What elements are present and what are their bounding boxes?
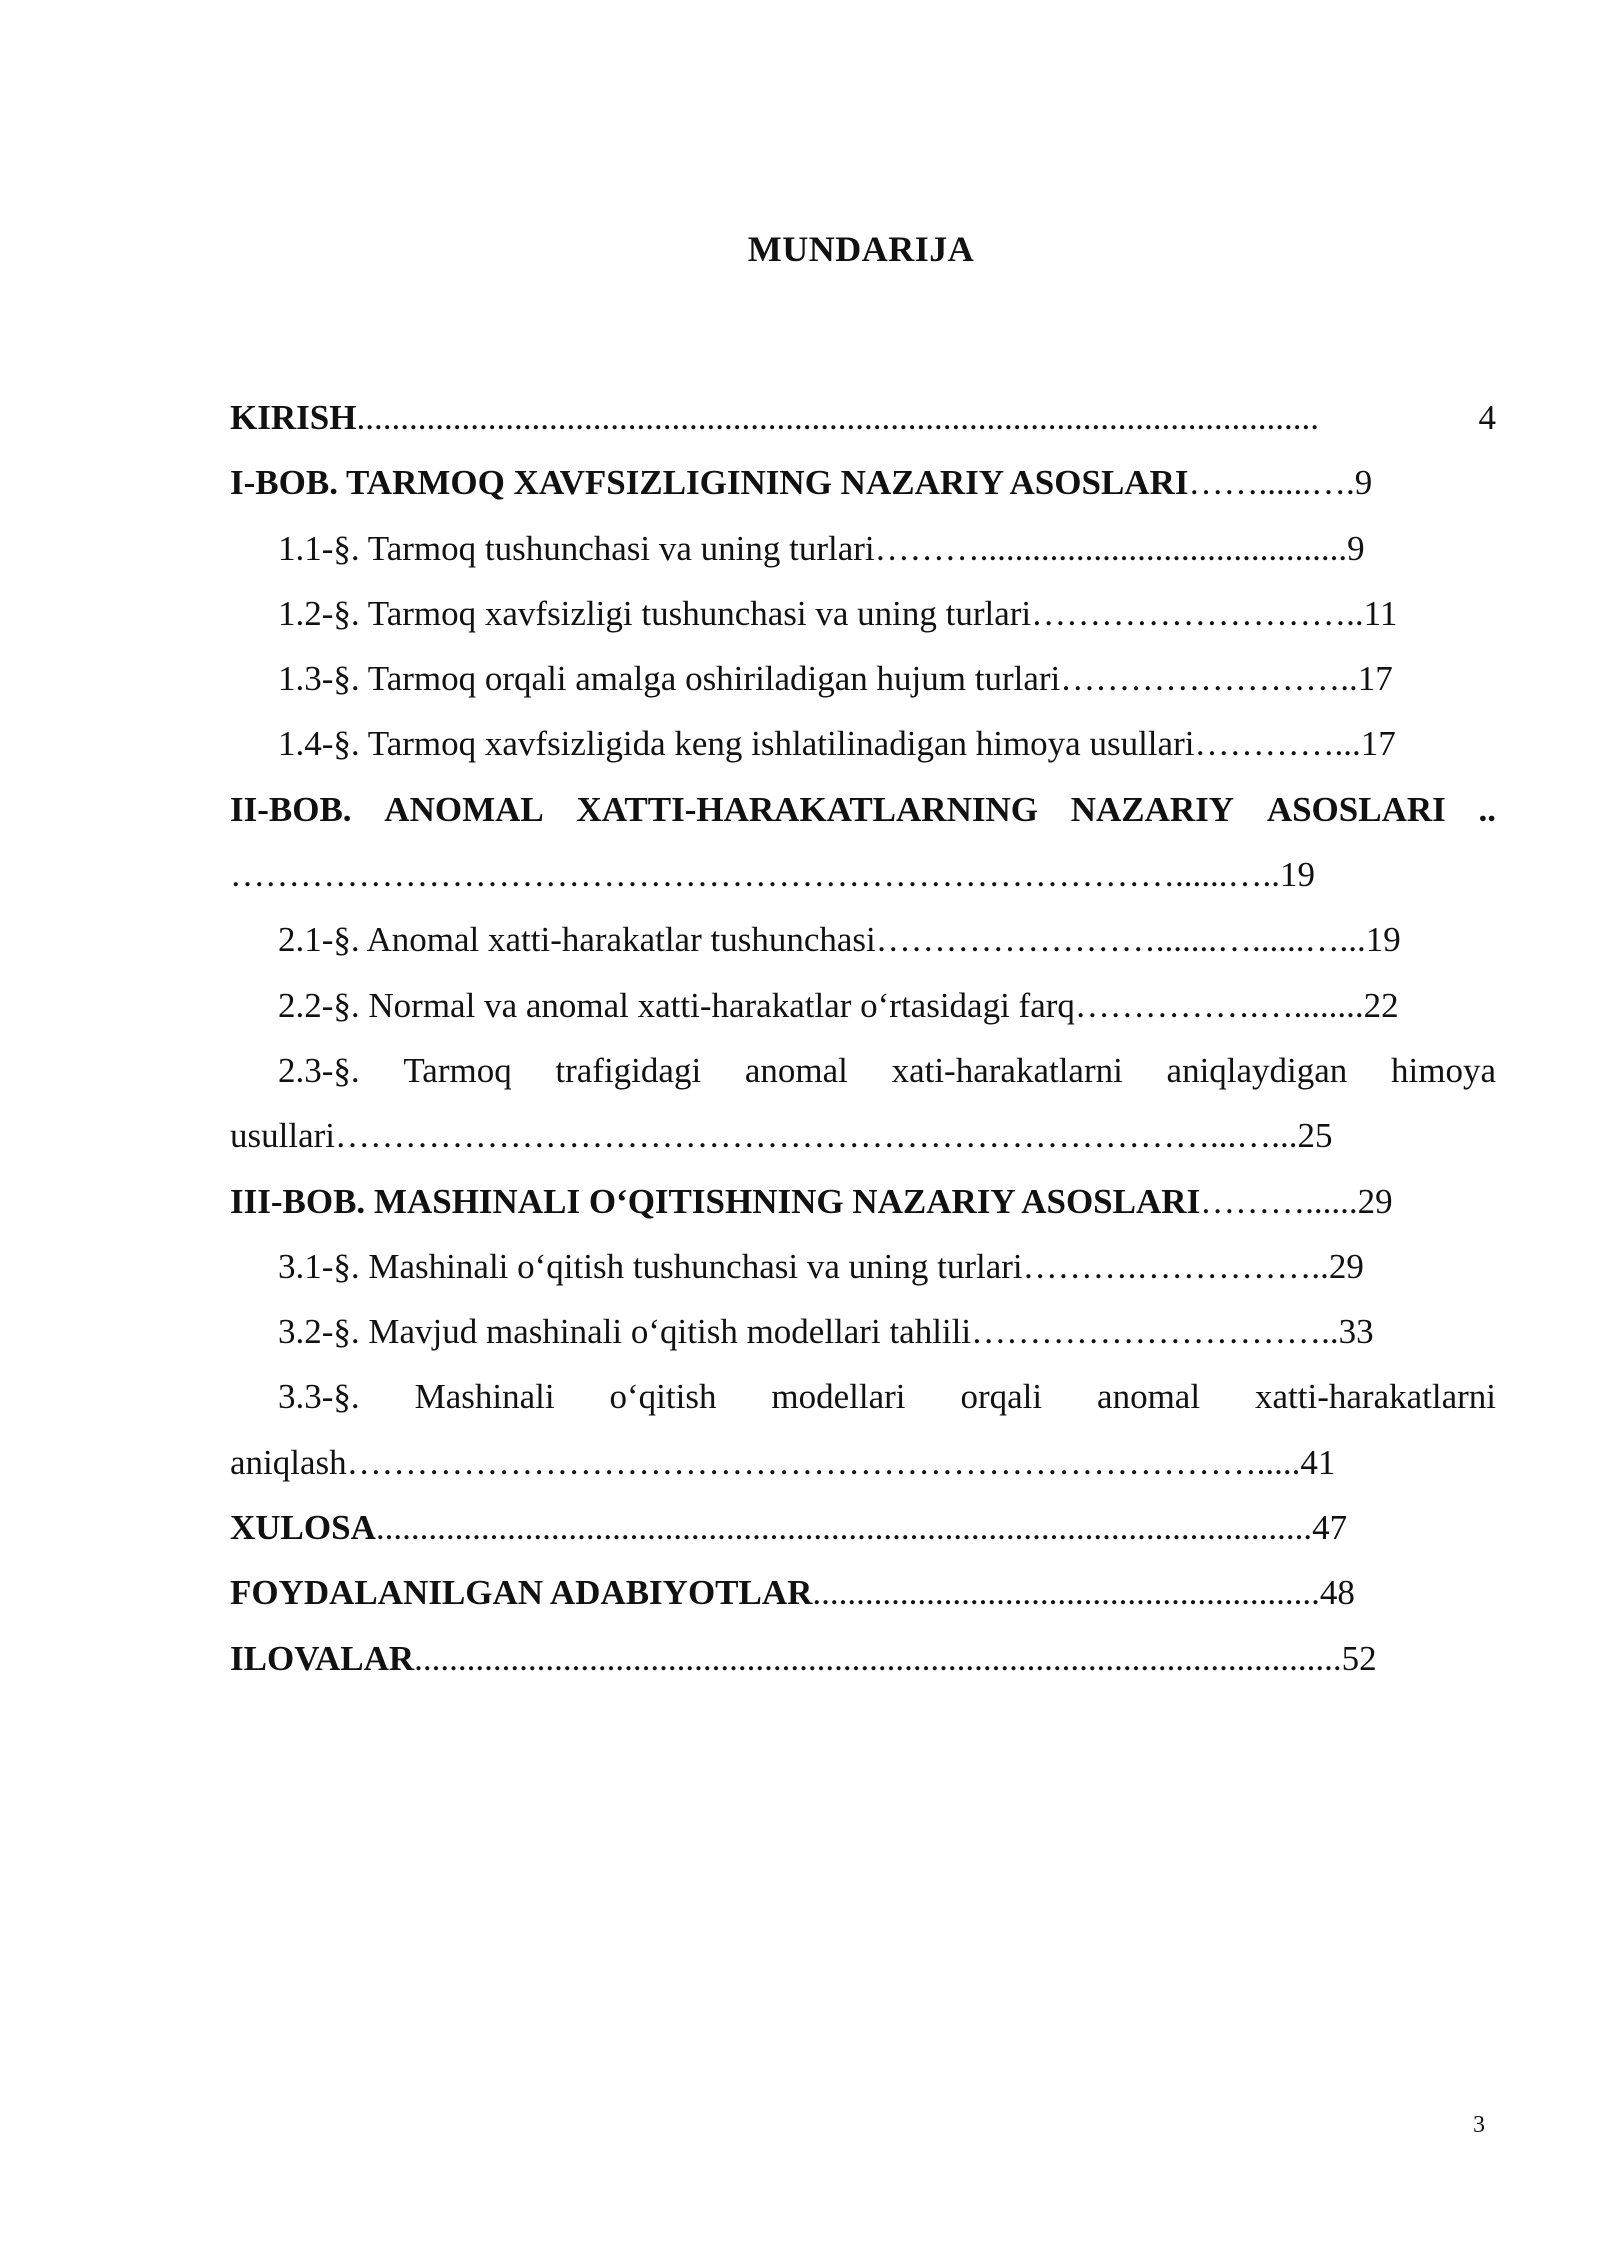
toc-entry-section-3-2: [230, 1299, 1496, 1364]
page-title: MUNDARIJA: [747, 229, 975, 269]
toc-entry-title: usullari: [230, 1116, 335, 1156]
toc-entry-references: [230, 1560, 1496, 1625]
toc-word: himoya: [1391, 1050, 1496, 1090]
toc-word: o‘qitish: [609, 1377, 717, 1417]
toc-entry-title: 1.1-§. Tarmoq tushunchasi va uning turlari: [278, 528, 875, 568]
toc-entry-title: 2.1-§. Anomal xatti-harakatlar tushunchasi: [278, 920, 876, 960]
toc-entry-title: XULOSA: [230, 1508, 376, 1548]
toc-leader-dots: ……….……………..: [1022, 1246, 1329, 1286]
toc-leader-dots: ……......….: [1188, 463, 1355, 503]
toc-leader-dots: …………………………..: [971, 1312, 1339, 1352]
toc-entry-xulosa: [230, 1495, 1496, 1560]
toc-word: ..: [1478, 789, 1496, 829]
toc-entry-chapter-2-continuation: [230, 842, 1496, 907]
toc-leader-dots: ..............................................................................................................: [356, 398, 1319, 437]
toc-entry-section-3-3-continuation: [230, 1430, 1496, 1495]
toc-word: orqali: [960, 1377, 1043, 1417]
toc-word: xatti-harakatlarni: [1255, 1377, 1496, 1417]
toc-entry-title: 2.2-§. Normal va anomal xatti-harakatlar o‘rtasidagi farq: [278, 985, 1075, 1025]
toc-entry-section-3-3: [230, 1364, 1496, 1429]
toc-page-number: 52: [1341, 1638, 1377, 1678]
toc-leader-dots: ………………………………………………………………………......…..: [230, 855, 1280, 895]
toc-leader-dots: …………...: [1194, 724, 1361, 764]
toc-page-number: 48: [1319, 1573, 1355, 1613]
toc-leader-dots: …………………………………………………………………...…...: [334, 1116, 1298, 1156]
toc-entry-title: I-BOB. TARMOQ XAVFSIZLIGINING NAZARIY ASOSLARI: [230, 463, 1189, 503]
page-number: 3: [1473, 2112, 1485, 2138]
toc-leader-dots: …………………….......…......…...: [875, 920, 1366, 960]
toc-leader-dots: ………......: [1200, 1181, 1358, 1221]
toc-leader-dots: …………….…........: [1074, 985, 1364, 1025]
toc-word: ANOMAL: [384, 789, 544, 829]
toc-entry-title: 1.3-§. Tarmoq orqali amalga oshiriladigan hujum turlari: [278, 659, 1061, 699]
toc-page-number: 19: [1280, 855, 1315, 895]
toc-entry-chapter-2: [230, 777, 1496, 842]
toc-word: 3.3-§.: [278, 1377, 360, 1417]
toc-page-number: 17: [1360, 724, 1396, 764]
toc-leader-dots: ..........................................................: [812, 1573, 1320, 1613]
toc-page-number: 33: [1338, 1312, 1374, 1352]
toc-word: anomal: [744, 1050, 848, 1090]
toc-page-number: 29: [1357, 1181, 1393, 1221]
toc-word: Tarmoq: [403, 1050, 512, 1090]
toc-leader-dots: ……………………..: [1060, 659, 1358, 699]
toc-page-number: 29: [1328, 1246, 1364, 1286]
toc-entry-section-1-3: [230, 646, 1496, 711]
toc-entry-title: 3.2-§. Mavjud mashinali o‘qitish modellari tahlili: [278, 1312, 972, 1352]
toc-word: NAZARIY: [1070, 789, 1235, 829]
toc-word: 2.3-§.: [278, 1050, 360, 1090]
toc-entry-chapter-1: [230, 450, 1496, 515]
toc-leader-dots: ..........................................................................................................: [414, 1638, 1342, 1678]
toc-leader-dots: …………………………………………………………………….....: [346, 1442, 1301, 1482]
toc-word: ASOSLARI: [1266, 789, 1446, 829]
toc-page-number: 9: [1347, 528, 1365, 568]
toc-entry-section-2-3-continuation: [230, 1103, 1496, 1168]
table-of-contents: [230, 385, 1496, 1691]
toc-word: trafigidagi: [555, 1050, 702, 1090]
toc-entry-title: 1.2-§. Tarmoq xavfsizligi tushunchasi va uning turlari: [278, 593, 1032, 633]
toc-page-number: 17: [1357, 659, 1393, 699]
toc-entry-title: ILOVALAR: [230, 1638, 415, 1678]
toc-page-number: 22: [1363, 985, 1399, 1025]
toc-entry-section-3-1: [230, 1234, 1496, 1299]
toc-leader-dots: ………..........................................: [874, 528, 1348, 568]
toc-entry-section-2-1: [230, 907, 1496, 972]
toc-word: anomal: [1097, 1377, 1201, 1417]
toc-entry-title: aniqlash: [230, 1442, 347, 1482]
toc-page-number: 11: [1363, 593, 1398, 633]
toc-entry-section-1-2: [230, 581, 1496, 646]
toc-entry-title: 1.4-§. Tarmoq xavfsizligida keng ishlatilinadigan himoya usullari: [278, 724, 1195, 764]
toc-entry-kirish: [230, 385, 1496, 450]
toc-page-number: 19: [1365, 920, 1401, 960]
toc-entry-title: III-BOB. MASHINALI O‘QITISHNING NAZARIY ASOSLARI: [230, 1181, 1201, 1221]
toc-word: Mashinali: [414, 1377, 555, 1417]
toc-entry-section-1-4: [230, 711, 1496, 776]
toc-word: modellari: [771, 1377, 906, 1417]
toc-page-number: 47: [1312, 1508, 1348, 1548]
toc-entry-title: FOYDALANILGAN ADABIYOTLAR: [230, 1573, 813, 1613]
toc-page-number: 25: [1297, 1116, 1333, 1156]
toc-page-number: 41: [1300, 1442, 1336, 1482]
toc-leader-dots: ………………………..: [1031, 593, 1364, 633]
toc-word: aniqlaydigan: [1166, 1050, 1348, 1090]
toc-entry-title: 3.1-§. Mashinali o‘qitish tushunchasi va uning turlari: [278, 1246, 1023, 1286]
toc-leader-dots: ...........................................................................................................: [375, 1508, 1313, 1548]
toc-entry-section-2-2: [230, 973, 1496, 1038]
toc-entry-section-1-1: [230, 516, 1496, 581]
toc-entry-title: KIRISH: [230, 398, 357, 437]
toc-word: xati-harakatlarni: [891, 1050, 1123, 1090]
toc-page-number: 9: [1354, 463, 1373, 503]
toc-word: II-BOB.: [230, 789, 352, 829]
toc-entry-ilovalar: [230, 1626, 1496, 1691]
toc-page-number: 4: [1478, 398, 1496, 437]
toc-entry-section-2-3: [230, 1038, 1496, 1103]
toc-entry-chapter-3: [230, 1169, 1496, 1234]
toc-word: XATTI-HARAKATLARNING: [576, 789, 1038, 829]
